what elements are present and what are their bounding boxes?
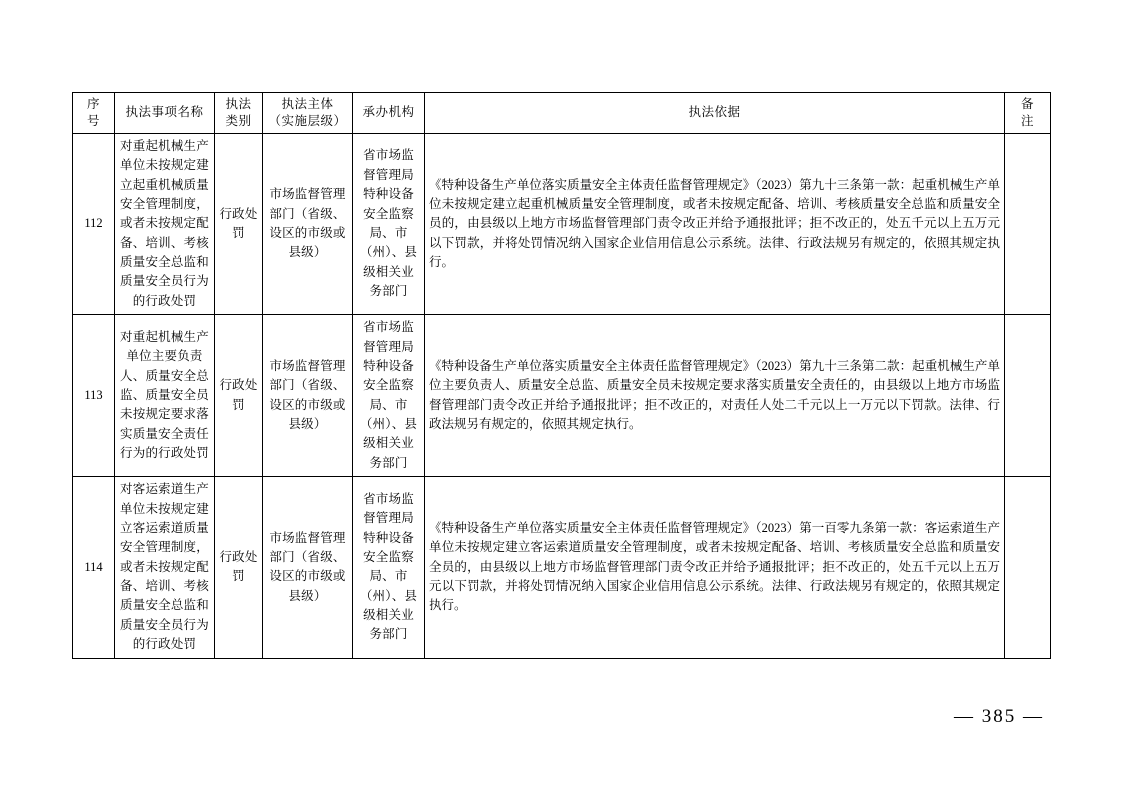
- column-header-subject: [263, 93, 353, 134]
- cell-category: 行政处罚: [215, 315, 263, 477]
- cell-organization: 省市场监督管理局特种设备安全监察局、市（州）、县级相关业务部门: [353, 133, 425, 314]
- cell-legal-basis: 《特种设备生产单位落实质量安全主体责任监督管理规定》（2023）第九十三条第二款：起重机械生产单位主要负责人、质量安全总监、质量安全员未按规定要求落实质量安全责任的，由县级以上地方市场监督管理部门责令改正并给予通报批评；拒不改正的，对责任人处二千元以上一万元以下罚款。法律、行政法规另有规定的，依照其规定执行。: [425, 315, 1005, 477]
- cell-organization: 省市场监督管理局特种设备安全监察局、市（州）、县级相关业务部门: [353, 477, 425, 658]
- enforcement-items-table: [72, 92, 1051, 659]
- column-header-seq-line1: 序: [86, 97, 100, 111]
- cell-subject: 市场监督管理部门（省级、设区的市级或县级）: [263, 477, 353, 658]
- table-row: [73, 315, 1051, 477]
- cell-item-name: 对客运索道生产单位未按规定建立客运索道质量安全管理制度，或者未按规定配备、培训、考核质量安全总监和质量安全员行为的行政处罚: [115, 477, 215, 658]
- column-header-note-line1: 备: [1020, 97, 1034, 111]
- table-row: [73, 133, 1051, 314]
- cell-subject: 市场监督管理部门（省级、设区的市级或县级）: [263, 315, 353, 477]
- cell-seq: 112: [73, 133, 115, 314]
- cell-item-name: 对重起机械生产单位未按规定建立起重机械质量安全管理制度，或者未按规定配备、培训、考核质量安全总监和质量安全员行为的行政处罚: [115, 133, 215, 314]
- cell-seq: 113: [73, 315, 115, 477]
- cell-legal-basis: 《特种设备生产单位落实质量安全主体责任监督管理规定》（2023）第九十三条第一款：起重机械生产单位未按规定建立起重机械质量安全管理制度，或者未按规定配备、培训、考核质量安全总监和质量安全员的，由县级以上地方市场监督管理部门责令改正并给予通报批评；拒不改正的，处五千元以上五万元以下罚款，并将处罚情况纳入国家企业信用信息公示系统。法律、行政法规另有规定的，依照其规定执行。: [425, 133, 1005, 314]
- cell-note: [1005, 133, 1051, 314]
- table-row: [73, 477, 1051, 658]
- page-number: — 385 —: [954, 706, 1044, 727]
- cell-legal-basis: 《特种设备生产单位落实质量安全主体责任监督管理规定》（2023）第一百零九条第一款：客运索道生产单位未按规定建立客运索道质量安全管理制度，或者未按规定配备、培训、考核质量安全总监和质量安全员的，由县级以上地方市场监督管理部门责令改正并给予通报批评；拒不改正的，处五千元以上五万元以下罚款，并将处罚情况纳入国家企业信用信息公示系统。法律、行政法规另有规定的，依照其规定执行。: [425, 477, 1005, 658]
- column-header-subject-line2: （实施层级）: [268, 113, 347, 128]
- column-header-note-line2: 注: [1020, 113, 1034, 128]
- cell-category: 行政处罚: [215, 477, 263, 658]
- column-header-category-line2: 类别: [225, 113, 252, 128]
- cell-seq: 114: [73, 477, 115, 658]
- cell-note: [1005, 315, 1051, 477]
- table-header-row: [73, 93, 1051, 134]
- cell-note: [1005, 477, 1051, 658]
- cell-item-name: 对重起机械生产单位主要负责人、质量安全总监、质量安全员未按规定要求落实质量安全责任行为的行政处罚: [115, 315, 215, 477]
- column-header-seq: [73, 93, 115, 134]
- column-header-organization: 承办机构: [353, 93, 425, 134]
- column-header-basis: 执法依据: [425, 93, 1005, 134]
- cell-category: 行政处罚: [215, 133, 263, 314]
- column-header-name: 执法事项名称: [115, 93, 215, 134]
- column-header-seq-line2: 号: [86, 113, 100, 128]
- column-header-category-line1: 执法: [225, 97, 252, 111]
- column-header-note: [1005, 93, 1051, 134]
- column-header-category: [215, 93, 263, 134]
- column-header-subject-line1: 执法主体: [281, 97, 334, 111]
- cell-organization: 省市场监督管理局特种设备安全监察局、市（州）、县级相关业务部门: [353, 315, 425, 477]
- cell-subject: 市场监督管理部门（省级、设区的市级或县级）: [263, 133, 353, 314]
